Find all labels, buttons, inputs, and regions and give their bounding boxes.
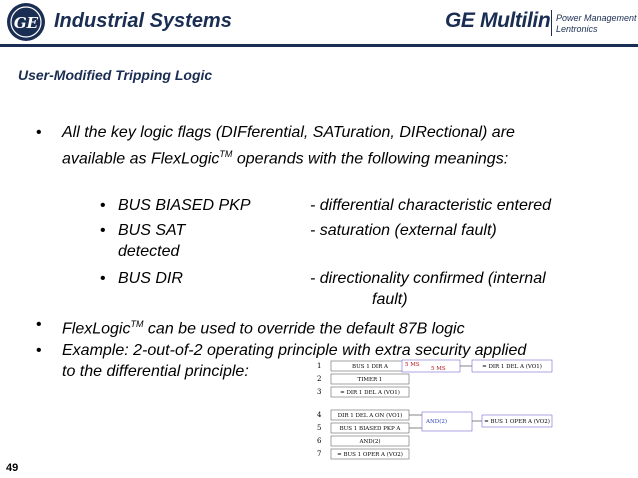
brand-subtitle-line1: Power Management [556, 13, 637, 23]
and-gate-label: AND(2) [426, 419, 447, 425]
bullet-2: FlexLogic™ can be used to override the default 87B logic [62, 319, 465, 338]
sub-bullet-continuation: fault) [372, 291, 408, 308]
sub-bullet-continuation: detected [118, 243, 180, 260]
ge-logo-text: GE [13, 14, 39, 32]
logic-row-number: 6 [317, 437, 322, 445]
logic-operand-label: TIMER 1 [357, 377, 383, 383]
logic-operand-label: = BUS 1 OPER A (VO2) [337, 452, 403, 458]
bullet-1-line1: All the key logic flags (DIFferential, SATuration, DIRectional) are [62, 124, 515, 141]
sub-bullet-term: BUS BIASED PKP [118, 197, 251, 214]
brand-separator [551, 10, 552, 36]
flexlogic-diagram [314, 358, 554, 464]
header-rule [0, 44, 638, 47]
logic-row-number: 5 [317, 424, 322, 432]
sub-bullet-meaning: - differential characteristic entered [310, 197, 551, 214]
logic-row-number: 1 [317, 362, 322, 370]
logic-operand-label: DIR 1 DEL A ON (VO1) [337, 413, 403, 419]
logic-operand-label: = DIR 1 DEL A (VO1) [340, 390, 400, 396]
sub-bullet-marker: • [100, 197, 106, 214]
brand-subtitle-line2: Lentronics [556, 24, 598, 34]
timer-dropout-label: 5 MS [431, 366, 446, 372]
slide-title: User-Modified Tripping Logic [18, 67, 213, 83]
sub-bullet-term: BUS SAT [118, 222, 186, 239]
logic-operand-label: BUS 1 DIR A [352, 364, 388, 370]
bullet-marker: • [36, 124, 42, 141]
logic-row-number: 4 [317, 411, 322, 419]
logic-row-number: 7 [317, 450, 322, 458]
bullet-3-line1: Example: 2-out-of-2 operating principle with extra security applied [62, 342, 527, 359]
bullet-marker: • [36, 316, 42, 333]
bullet-1-line2: available as FlexLogic™ operands with the following meanings: [62, 149, 509, 168]
sub-bullet-meaning: - directionality confirmed (internal [310, 270, 546, 287]
timer-pickup-label: 5 MS [405, 362, 420, 368]
logic-operand-label: AND(2) [359, 439, 381, 445]
virtual-output-label: = BUS 1 OPER A (VO2) [484, 419, 550, 425]
sub-bullet-marker: • [100, 270, 106, 287]
logic-row-number: 2 [317, 375, 322, 383]
virtual-output-label: = DIR 1 DEL A (VO1) [482, 364, 542, 370]
logic-operand-label: BUS 1 BIASED PKP A [339, 426, 401, 432]
header-title: Industrial Systems [54, 10, 232, 32]
sub-bullet-term: BUS DIR [118, 270, 183, 287]
sub-bullet-marker: • [100, 222, 106, 239]
page-number: 49 [6, 462, 19, 474]
brand-name: GE Multilin [445, 9, 551, 32]
sub-bullet-meaning: - saturation (external fault) [310, 222, 497, 239]
bullet-marker: • [36, 342, 42, 359]
logic-row-number: 3 [317, 388, 322, 396]
ge-logo [6, 2, 46, 42]
bullet-3-line2: to the differential principle: [62, 363, 249, 380]
